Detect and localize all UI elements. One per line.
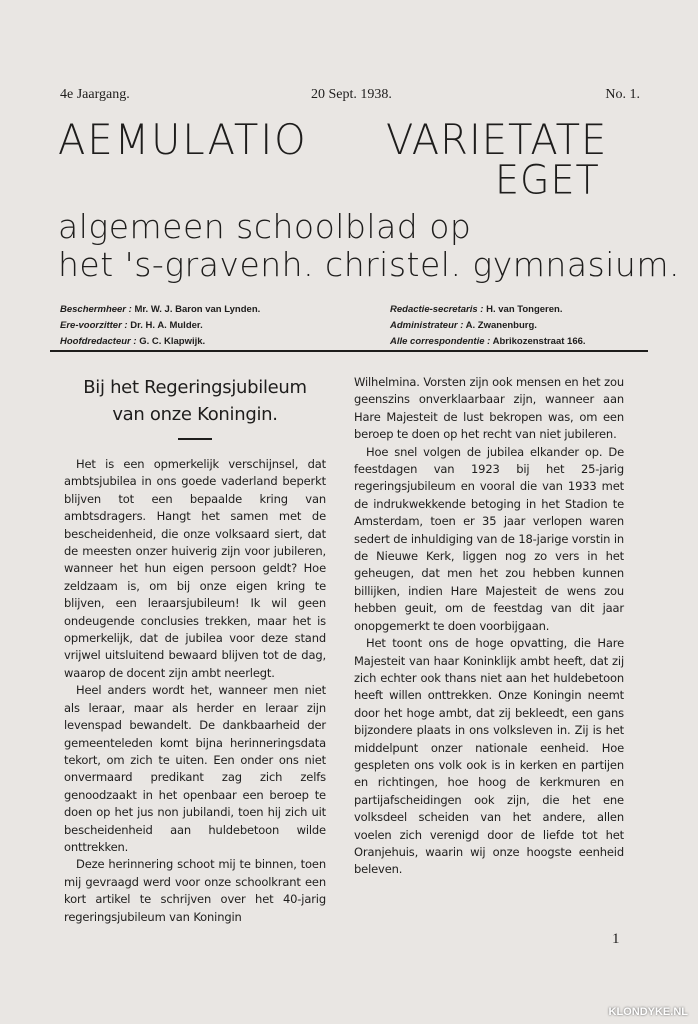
- masthead-word-varietate: VARIETATE: [386, 115, 608, 165]
- volume-label: 4e Jaargang.: [60, 87, 130, 102]
- issue-date: 20 Sept. 1938.: [311, 87, 392, 102]
- subtitle-line-1: algemeen schoolblad op: [58, 207, 472, 246]
- masthead-word-aemulatio: AEMULATIO: [58, 115, 308, 165]
- staff-list-right: [390, 302, 586, 350]
- header-divider: [50, 350, 648, 352]
- article-paragraph: Het is een opmerkelijk verschijnsel, dat ambtsjubilea in ons goede vaderland beperkt blijven tot een bepaalde kring van ambtsdragers. Hangt het samen met de bescheidenheid, die onze volksaard siert, dat de meesten onzer huiverig zijn voor jubileren, wanneer het hun eigen persoon geldt? Hoe zeldzaam is, om bij onze eigen kring te blijven, een leraarsjubileum! Ik wil geen ondeugende conclusies trekken, maar het is opmerkelijk, dat de jubilea voor deze stand vrijwel uitsluitend bewaard blijven tot de dag, waarop de docent zijn ambt neerlegt.: [64, 457, 326, 680]
- staff-entry: Hoofdredacteur : G. C. Klapwijk.: [60, 336, 206, 347]
- article-paragraph: Deze herinnering schoot mij te binnen, toen mij gevraagd werd voor onze schoolkrant een kort artikel te schrijven over het 40-jarig regeringsjubileum van Koningin: [64, 857, 326, 924]
- watermark-logo: KLONDYKE.NL: [608, 1006, 688, 1018]
- staff-entry: Ere-voorzitter : Dr. H. A. Mulder.: [60, 320, 203, 331]
- article-paragraph-continued: Wilhelmina. Vorsten zijn ook mensen en het zou geenszins onverklaarbaar zijn, wanneer aan Hare Majesteit de lust bekropen was, om een beroep te doen op het recht van niet jubileren.: [354, 375, 624, 442]
- page-number: 1: [612, 931, 620, 947]
- article-paragraph: Heel anders wordt het, wanneer men niet als leraar, maar als herder en leraar zijn levenspad bewandelt. De dankbaarheid der gemeenteleden komt bijna herinneringsdata tekort, om zich te uiten. Een onder ons niet onvermaard predikant zag zich zelfs genoodzaakt in het openbaar een beroep te doen op het jus non jubilandi, toen hij zich uit bescheidenheid aan huldebetoon wilde onttrekken.: [64, 683, 326, 854]
- subtitle-line-2: het 's-gravenh. christel. gymnasium.: [58, 245, 680, 284]
- staff-entry: Beschermheer : Mr. W. J. Baron van Lynden.: [60, 304, 261, 315]
- staff-list-left: [60, 302, 260, 350]
- article-column-left: [64, 374, 326, 926]
- article-title: Bij het Regeringsjubileum van onze Koningin.: [83, 377, 307, 425]
- issue-number: No. 1.: [605, 87, 640, 102]
- staff-entry: Alle correspondentie : Abrikozenstraat 166.: [390, 336, 586, 347]
- title-divider: [178, 438, 212, 440]
- staff-entry: Administrateur : A. Zwanenburg.: [390, 320, 537, 331]
- article-paragraph: Het toont ons de hoge opvatting, die Hare Majesteit van haar Koninklijk ambt heeft, dat zij zich echter ook thans niet aan het huldebetoon heeft willen onttrekken. Onze Koningin neemt door het hoge ambt, dat zij bekleedt, een gans bijzondere plaats in ons volksleven in. Zij is het middelpunt onzer nationale eenheid. Hoe gespleten ons volk ook is in kerken en partijen en richtingen, hoe hoog de kerkmuren en partijafscheidingen ook zijn, die het ene volksdeel scheiden van het andere, allen voelen zich verenigd door de liefde tot het Oranjehuis, waarin wij onze hoogste eenheid beleven.: [354, 636, 624, 877]
- issue-info-line: [60, 87, 640, 107]
- article-column-right: [354, 374, 624, 879]
- masthead-word-eget: EGET: [495, 156, 600, 204]
- article-paragraph: Hoe snel volgen de jubilea elkander op. De feestdagen van 1923 bij het 25-jarig regeringsjubileum en vooral die van 1933 met de indrukwekkende betoging in het Stadion te Amsterdam, toen er 35 jaar verlopen waren sedert de inhuldiging van de 18-jarige vorstin in de Nieuwe Kerk, liggen nog zo vers in het geheugen, dat men het zou hebben kunnen billijken, indien Hare Majesteit de wens zou hebben geuit, om de feestdag van dit jaar onopgemerkt te doen voorbijgaan.: [354, 444, 625, 633]
- staff-entry: Redactie-secretaris : H. van Tongeren.: [390, 304, 563, 315]
